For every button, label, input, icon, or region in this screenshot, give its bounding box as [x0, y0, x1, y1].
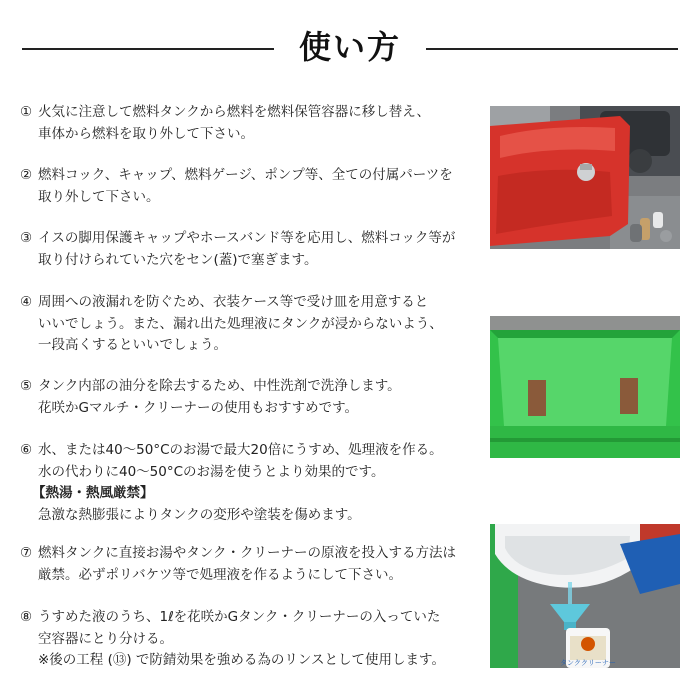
- step-5: [20, 376, 490, 419]
- step-number: ①: [20, 104, 33, 120]
- step-text: 燃料タンクに直接お湯やタンク・クリーナーの原液を投入する方法は: [38, 545, 456, 561]
- step-number: ⑧: [20, 609, 33, 625]
- step-number: ⑦: [20, 545, 33, 561]
- step-text: イスの脚用保護キャップやホースバンド等を応用し、燃料コック等が: [38, 230, 456, 246]
- step-1: [20, 102, 490, 145]
- page-title: 使い方: [298, 28, 401, 66]
- step-text: 周囲への液漏れを防ぐため、衣装ケース等で受け皿を用意すると: [38, 294, 429, 310]
- warning-heading: 【熱湯・熱風厳禁】: [32, 485, 154, 501]
- step-number: ③: [20, 230, 33, 246]
- step-2: [20, 165, 490, 208]
- step-number: ⑤: [20, 378, 33, 394]
- pouring-liquid-photo: [490, 524, 680, 668]
- step-8: [20, 607, 490, 672]
- step-text: 車体から燃料を取り外して下さい。: [38, 125, 254, 142]
- red-fuel-tank-image: [490, 106, 680, 249]
- pouring-liquid-image: [490, 524, 680, 668]
- step-6: [20, 440, 490, 526]
- step-text: うすめた液のうち、1ℓを花咲かGタンク・クリーナーの入っていた: [38, 609, 441, 625]
- step-text: 厳禁。必ずポリバケツ等で処理液を作るようにして下さい。: [38, 566, 402, 583]
- green-container-image: [490, 316, 680, 458]
- step-text: 空容器にとり分ける。: [38, 630, 173, 647]
- step-text: 花咲かGマルチ・クリーナーの使用もおすすめです。: [38, 399, 359, 416]
- red-fuel-tank-photo: [490, 106, 680, 249]
- step-text: 一段高くするといいでしょう。: [38, 337, 227, 353]
- title-row: [0, 20, 700, 76]
- green-container-photo: [490, 316, 680, 458]
- step-4: [20, 292, 490, 357]
- step-text: 水、または40〜50°Cのお湯で最大20倍にうすめ、処理液を作る。: [38, 442, 443, 458]
- step-number: ④: [20, 294, 33, 310]
- step-text: 取り外して下さい。: [38, 188, 160, 205]
- step-text: タンク内部の油分を除去するため、中性洗剤で洗浄します。: [38, 378, 401, 394]
- warning-text: 急激な熱膨張によりタンクの変形や塗装を傷めます。: [38, 506, 361, 523]
- title-rule-right: [426, 48, 678, 50]
- step-7: [20, 543, 490, 586]
- step-text: いいでしょう。また、漏れ出た処理液にタンクが浸からないよう、: [38, 315, 443, 332]
- bottle-label: タンククリーナー: [560, 659, 616, 667]
- step-text: 取り付けられていた穴をセン(蓋)で塞ぎます。: [38, 251, 318, 268]
- step-number: ②: [20, 167, 33, 183]
- step-text: 燃料コック、キャップ、燃料ゲージ、ポンプ等、全ての付属パーツを: [38, 167, 453, 183]
- step-3: [20, 228, 490, 271]
- step-text: 火気に注意して燃料タンクから燃料を燃料保管容器に移し替え、: [38, 104, 431, 120]
- step-number: ⑥: [20, 442, 33, 458]
- step-text: 水の代わりに40〜50°Cのお湯を使うとより効果的です。: [38, 463, 385, 480]
- step-note: ※後の工程 (⑬) で防錆効果を強める為のリンスとして使用します。: [38, 652, 445, 668]
- title-rule-left: [22, 48, 274, 50]
